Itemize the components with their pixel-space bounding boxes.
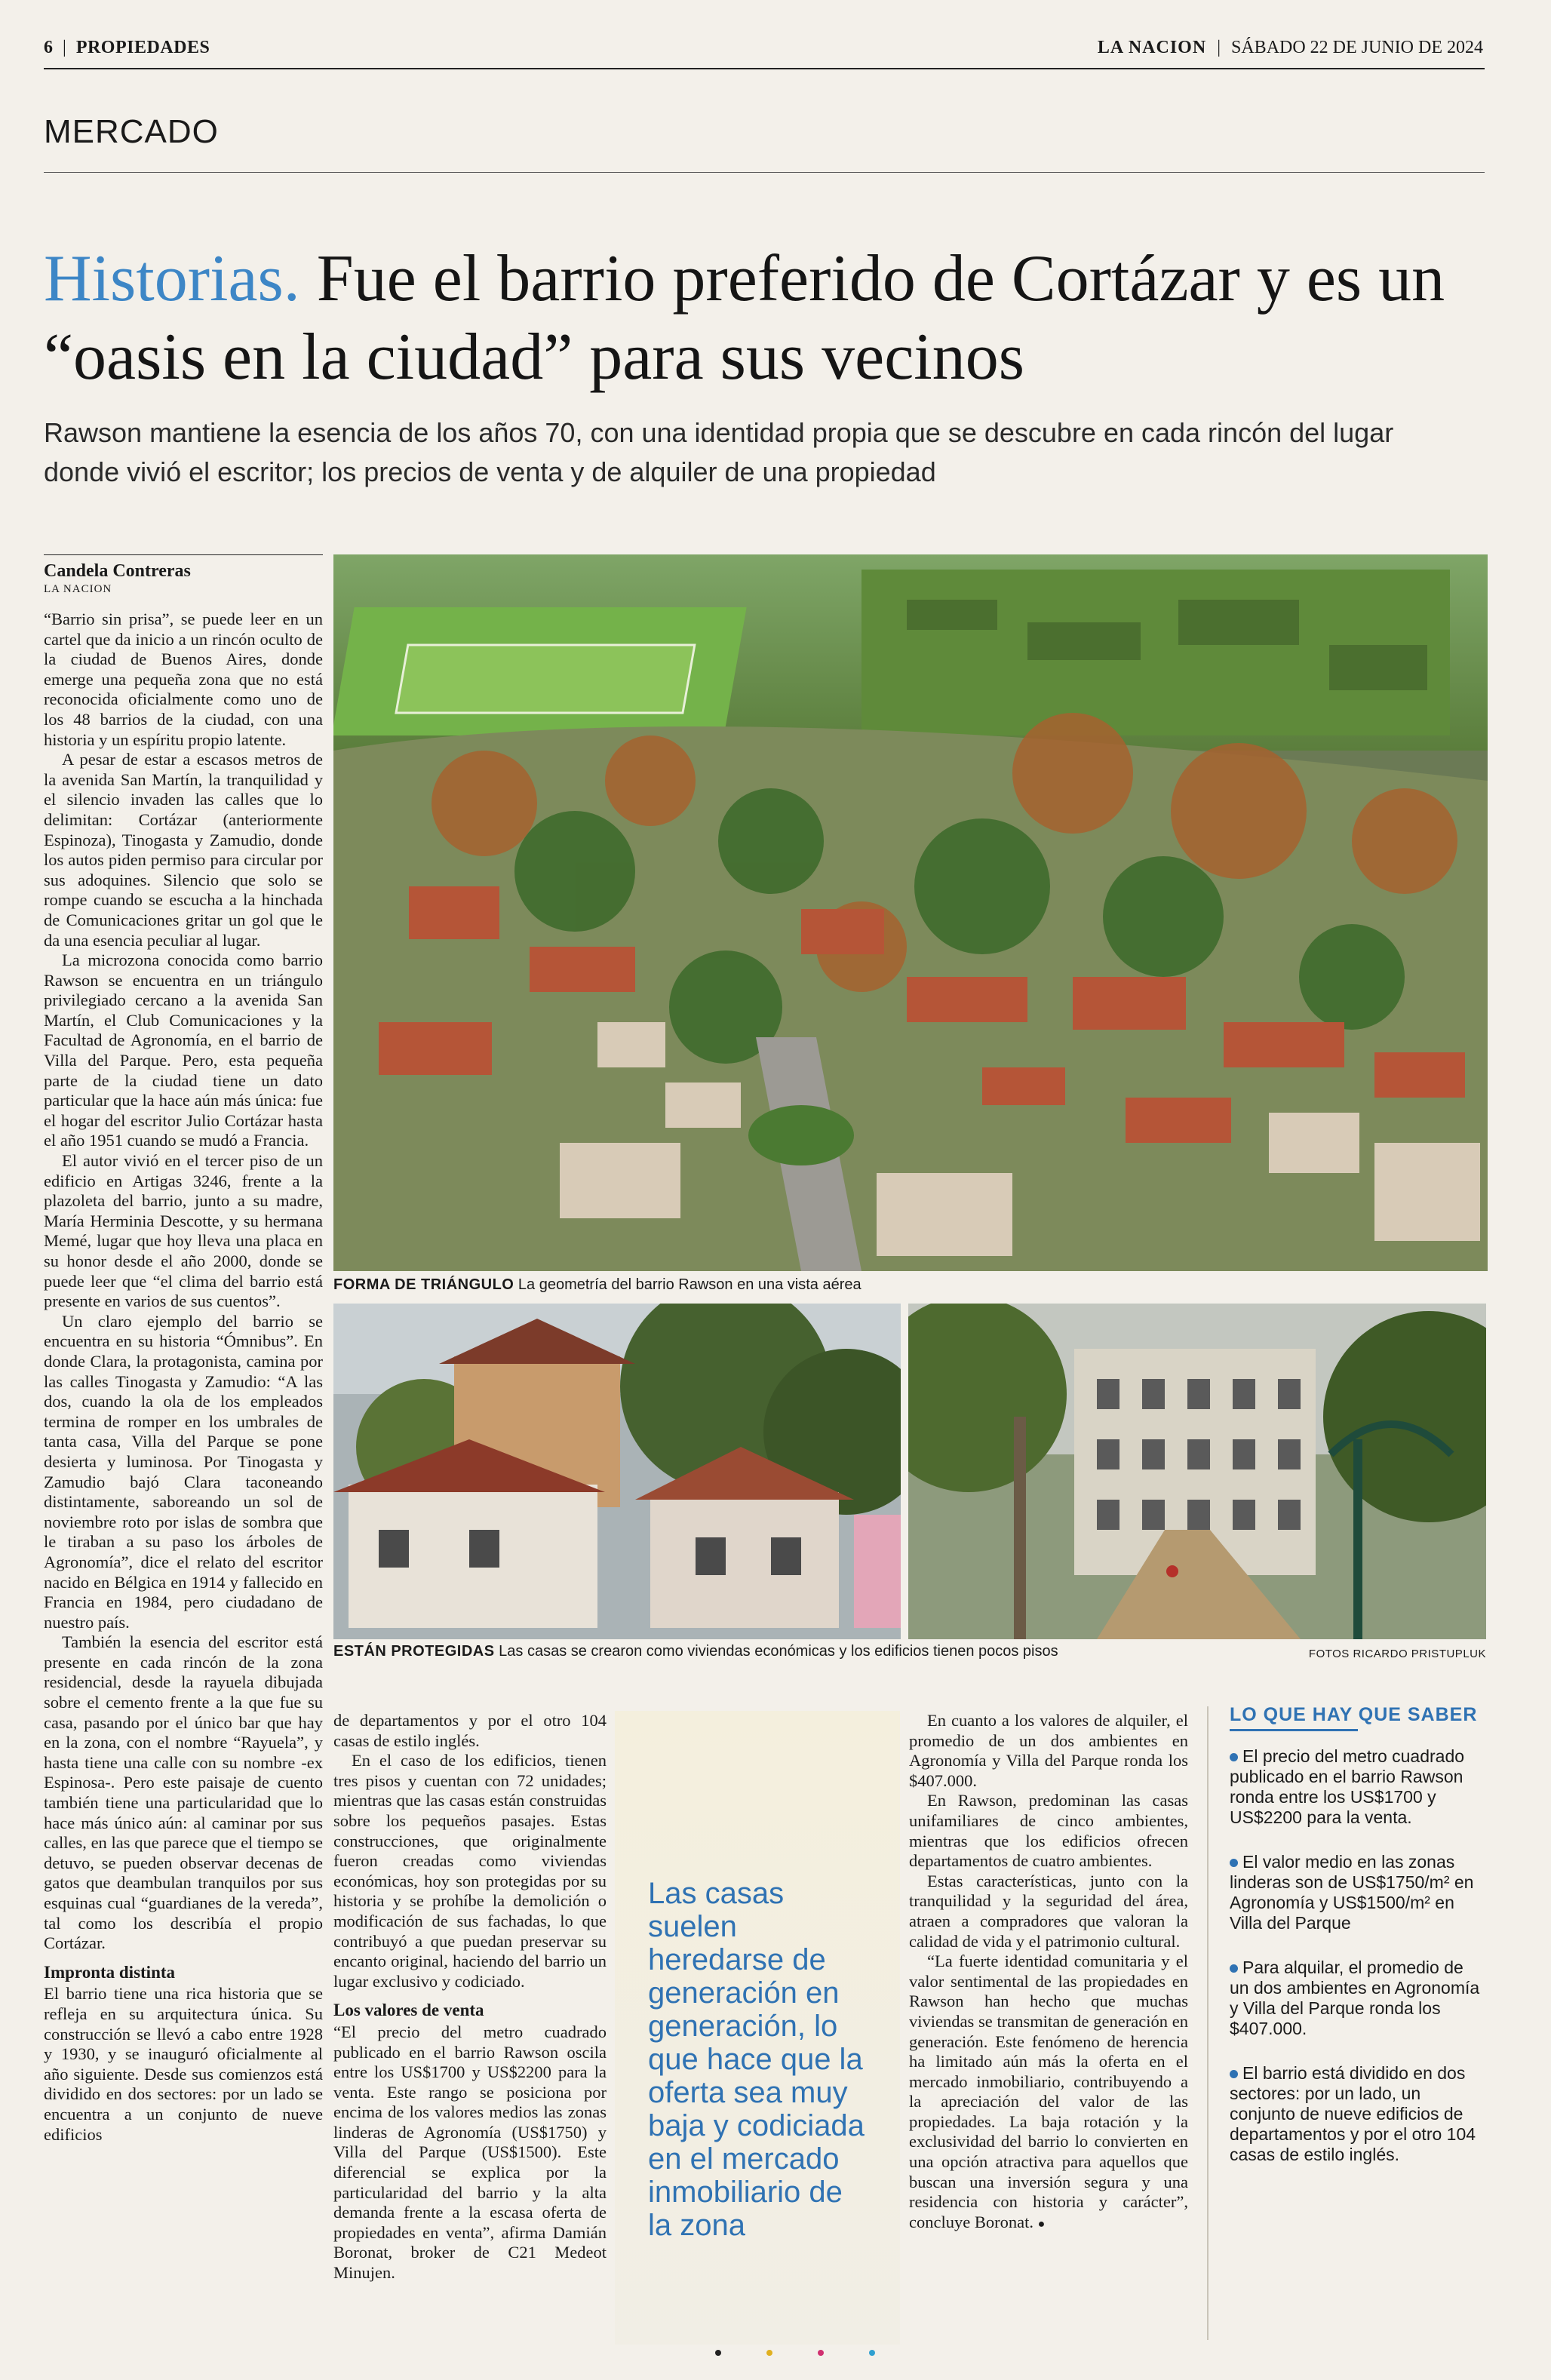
header-rule xyxy=(44,68,1485,69)
aerial-photo xyxy=(333,554,1488,1271)
article-column-2 xyxy=(333,1711,607,2345)
article-column-3 xyxy=(909,1711,1188,2345)
buildings-photo-illustration xyxy=(908,1304,1486,1639)
author-name: Candela Contreras xyxy=(44,561,191,581)
bullet-icon xyxy=(1230,2070,1238,2078)
paragraph: El barrio tiene una rica historia que se refleja en su arquitectura única. Su construcción se llevó a cabo entre 1928 y 1930, y se inauguró oficialmente al año siguiente. Desde sus comienzos está dividido en dos sectores: por un lado se encuentra a un conjunto de nueve edificios xyxy=(44,1984,323,2144)
paragraph: También la esencia del escritor está presente en cada rincón de la zona residencial, desde la rayuela dibujada sobre el cemento frente a la que fue su casa, pasando por el único bar que hay en la zona, con el nombre “Rayuela”, y hasta tiene una calle con su nombre -ex Espinosa-. Pero este paisaje de cuento también tiene una particularidad que lo hace más único aún: al caminar por sus calles, en las que parece que el tiempo se detuvo, se pueden observar decenas de gatos que deambulan tranquilos por sus esquinas cual “guardianes de la vereda”, tal como los describía el propio Cortázar. xyxy=(44,1632,323,1953)
paragraph: “El precio del metro cuadrado publicado en el barrio Rawson oscila entre los US$1700 y US$2200 para la venta. Este rango se posiciona por encima de los valores medios las zonas linderas de Agronomía (US$1750) y Villa del Parque (US$1500). Este diferencial se explica por la particularidad del barrio y la alta demanda frente a la escasa oferta de propiedades en venta”, afirma Damián Boronat, broker de C21 Medeot Minujen. xyxy=(333,2022,607,2283)
dek: Rawson mantiene la esencia de los años 70, con una identidad propia que se descubre en cada rincón del lugar donde vivió el escritor; los precios de venta y de alquiler de una propiedad xyxy=(44,417,1394,487)
paragraph: de departamentos y por el otro 104 casas de estilo inglés. xyxy=(333,1711,607,1750)
paragraph: A pesar de estar a escasos metros de la avenida San Martín, la tranquilidad y el silencio invaden las calles que lo delimitan: Cortázar (anteriormente Espinoza), Tinogasta y Zamudio, donde los autos piden permiso para circular por sus adoquines. Silencio que solo se rompe cuando se escucha a la hinchada de Comunicaciones gritar un gol que le da una esencia peculiar al lugar. xyxy=(44,750,323,950)
subhead-impronta: Impronta distinta xyxy=(44,1962,176,1982)
section-rule xyxy=(44,172,1485,173)
paragraph: En cuanto a los valores de alquiler, el promedio de un dos ambientes en Agronomía y Villa del Parque ronda los $407.000. xyxy=(909,1711,1188,1790)
registration-dot-icon xyxy=(818,2350,824,2356)
pull-quote-panel xyxy=(615,1711,900,2345)
byline-rule xyxy=(44,554,323,555)
list-item-text: El barrio está dividido en dos sectores: por un lado, un conjunto de nueve edificios de departamentos y por el otro 104 casas de estilo inglés. xyxy=(1230,2063,1476,2164)
registration-dot-icon xyxy=(766,2350,772,2356)
paragraph: Un claro ejemplo del barrio se encuentra en su historia “Ómnibus”. En donde Clara, la protagonista, camina por las calles Tinogasta y Zamudio: “A las dos, cuando la ola de los empleados termina de romper en los umbrales de tanta casa, Villa del Parque se pone desierta y luminosa. Por Tinogasta y Zamudio bajó Clara taconeando distintamente, saboreando un sol de noviembre roto por islas de sombra que le tiraban a su paso los árboles de Agronomía”, dice el relato del escritor nacido en Bélgica en 1914 y fallecido en Francia en 1984, pero ciudadano de nuestro país. xyxy=(44,1311,323,1632)
list-item xyxy=(1230,1852,1486,1933)
list-item-text: El precio del metro cuadrado publicado en el barrio Rawson ronda entre los US$1700 y US$2200 para la venta. xyxy=(1230,1746,1465,1827)
caption-aerial xyxy=(333,1276,1390,1294)
what-to-know-box xyxy=(1230,1705,1486,2346)
box-title-underline xyxy=(1230,1729,1358,1731)
list-item-text: El valor medio en las zonas linderas son de US$1750/m² en Agronomía y US$1500/m² en Villa del Parque xyxy=(1230,1852,1474,1933)
end-mark-icon: ● xyxy=(1037,2217,1046,2231)
headline xyxy=(44,240,1477,397)
bullet-icon xyxy=(1230,1859,1238,1867)
page-number: 6 xyxy=(44,38,54,57)
paragraph: “Barrio sin prisa”, se puede leer en un cartel que da inicio a un rincón oculto de la ciudad de Buenos Aires, donde emerge una pequeña zona que no está reconocida oficialmente como uno de los 48 barrios de la ciudad, con una historia y un espíritu propio latente. xyxy=(44,610,323,749)
article-column-1 xyxy=(44,610,323,2343)
photo-credit: FOTOS RICARDO PRISTUPLUK xyxy=(1308,1648,1486,1660)
houses-photo xyxy=(333,1304,901,1639)
paragraph: La microzona conocida como barrio Rawson se encuentra en un triángulo privilegiado cercano a la avenida San Martín, el Club Comunicaciones y la Facultad de Agronomía, en el barrio de Villa del Parque. Pero, esta pequeña parte de la ciudad tiene un dato particular que la hace aún más única: fue el hogar del escritor Julio Cortázar hasta el año 1951 cuando se mudó a Francia. xyxy=(44,950,323,1150)
section-label: MERCADO xyxy=(44,113,219,150)
author-org: LA NACION xyxy=(44,583,112,595)
paragraph: El autor vivió en el tercer piso de un edificio en Artigas 3246, frente a la plazoleta del barrio, junto a su madre, María Herminia Descotte, y su hermana Memé, lugar que hoy lleva una placa en su honor desde el año 2000, donde se puede leer que “el clima del barrio está presente en varios de sus cuentos”. xyxy=(44,1151,323,1311)
list-item xyxy=(1230,2063,1486,2165)
caption-aerial-label: FORMA DE TRIÁNGULO xyxy=(333,1276,514,1293)
box-title: LO QUE HAY QUE SABER xyxy=(1230,1704,1478,1725)
page-folio xyxy=(44,38,210,58)
aerial-photo-illustration xyxy=(333,554,1488,1271)
houses-photo-illustration xyxy=(333,1304,901,1639)
paragraph: Estas características, junto con la tranquilidad y la seguridad del área, atraen a compradores que valoran la calidad de vida y el patrimonio cultural. xyxy=(909,1871,1188,1951)
section-name: PROPIEDADES xyxy=(75,38,210,57)
page-date: SÁBADO 22 DE JUNIO DE 2024 xyxy=(1231,38,1483,57)
subhead-valores: Los valores de venta xyxy=(333,2001,484,2020)
bullet-icon xyxy=(1230,1753,1238,1761)
list-item xyxy=(1230,1958,1486,2039)
paragraph: En el caso de los edificios, tienen tres pisos y cuentan con 72 unidades; mientras que las casas están construidas sobre los pequeños pasajes. Estas construcciones, que originalmente fueron creadas como viviendas económicas, hoy son protegidas por su historia y se prohíbe la demolición o modificación de sus fachadas, lo que contribuyó a que puedan preservar su encanto original, haciendo del barrio un lugar exclusivo y codiciado. xyxy=(333,1751,607,1991)
paragraph xyxy=(909,1952,1188,2234)
dateline-separator: | xyxy=(1217,38,1221,57)
paper-dateline xyxy=(1098,38,1483,58)
buildings-photo xyxy=(908,1304,1486,1639)
folio-separator: | xyxy=(63,38,67,57)
closing-quote-text: “La fuerte identidad comunitaria y el valor sentimental de las propiedades en Rawson han hecho que muchas viviendas se transmitan de generación en generación. Este fenómeno de herencia ha limitado aún más la oferta en el mercado inmobiliario, contribuyendo a la apreciación del valor de las propiedades. La baja rotación y la exclusividad del barrio lo convierten en una opción atractiva para aquellos que buscan una inversión segura y una residencia con historia y carácter”, concluye Boronat. xyxy=(909,1952,1188,2231)
registration-dot-icon xyxy=(715,2350,721,2356)
caption-aerial-text: La geometría del barrio Rawson en una vista aérea xyxy=(518,1276,861,1293)
byline xyxy=(44,561,323,596)
caption-protected-text: Las casas se crearon como viviendas económicas y los edificios tienen pocos pisos xyxy=(499,1643,1058,1660)
bullet-icon xyxy=(1230,1964,1238,1973)
registration-dot-icon xyxy=(869,2350,875,2356)
headline-kicker: Historias. xyxy=(44,242,300,315)
caption-protected xyxy=(333,1643,1239,1660)
caption-protected-label: ESTÁN PROTEGIDAS xyxy=(333,1643,495,1660)
list-item-text: Para alquilar, el promedio de un dos ambientes en Agronomía y Villa del Parque ronda los $407.000. xyxy=(1230,1958,1480,2038)
sidebar-divider xyxy=(1207,1706,1209,2340)
print-registration-marks xyxy=(694,2346,920,2361)
paragraph: En Rawson, predominan las casas unifamiliares de cinco ambientes, mientras que los edificios ofrecen departamentos de cuatro ambientes. xyxy=(909,1791,1188,1871)
headline-title: Fue el barrio preferido de Cortázar y es un “oasis en la ciudad” para sus vecinos xyxy=(44,242,1445,394)
list-item xyxy=(1230,1746,1486,1828)
pull-quote: Las casas suelen heredarse de generación en generación, lo que hace que la oferta sea muy baja y codiciada en el mercado inmobiliario de la zona xyxy=(648,1877,865,2242)
box-list xyxy=(1230,1746,1486,2165)
paper-name: LA NACION xyxy=(1097,38,1207,57)
